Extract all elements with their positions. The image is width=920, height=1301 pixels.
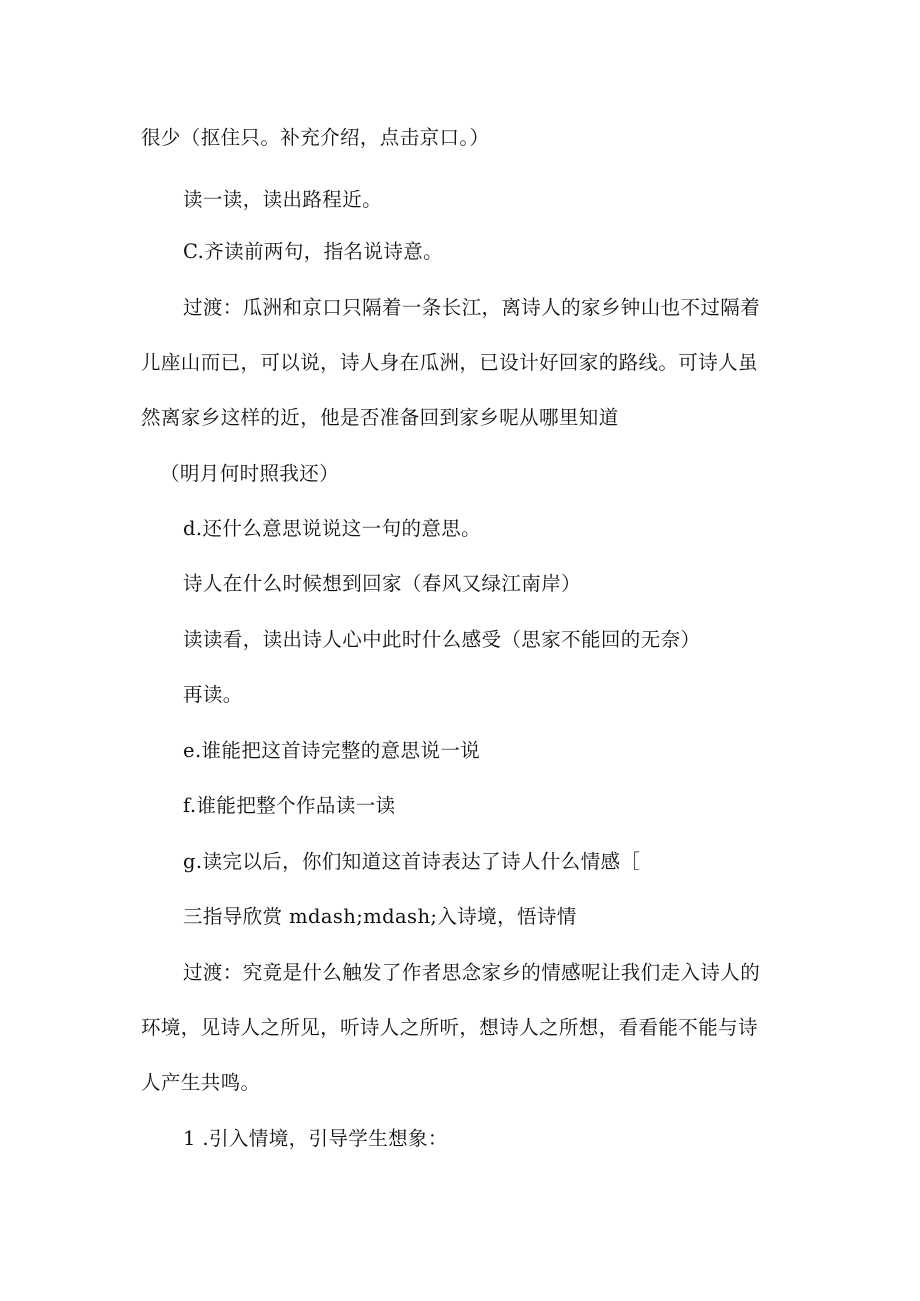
text-line: e.谁能把这首诗完整的意思说一说: [183, 739, 481, 762]
text-line: 读读看，读出诗人心中此时什么感受（思家不能回的无奈）: [183, 628, 701, 651]
text-line: 过渡：究竟是什么触发了作者思念家乡的情感呢让我们走入诗人的: [183, 961, 761, 984]
text-line: 读一读，读出路程近。: [183, 188, 383, 211]
text-line: （明月何时照我还）: [160, 462, 340, 485]
text-line: 儿座山而已，可以说，诗人身在瓜洲，已设计好回家的路线。可诗人虽: [141, 351, 758, 374]
text-line: 人产生共鸣。: [141, 1071, 261, 1094]
text-line: 再读。: [183, 683, 243, 706]
text-line: 过渡：瓜洲和京口只隔着一条长江，离诗人的家乡钟山也不过隔着: [183, 296, 761, 319]
text-line: g.读完以后，你们知道这首诗表达了诗人什么情感［: [183, 850, 641, 873]
text-line: 1 .引入情境，引导学生想象：: [183, 1127, 448, 1150]
text-line: C.齐读前两句，指名说诗意。: [183, 240, 444, 263]
text-line: 三指导欣赏 mdash;mdash;入诗境，悟诗情: [183, 905, 577, 928]
text-line: f.谁能把整个作品读一读: [183, 794, 396, 817]
text-line: 诗人在什么时候想到回家（春风又绿江南岸）: [183, 572, 582, 595]
text-line: 环境，见诗人之所见，听诗人之所听，想诗人之所想，看看能不能与诗: [141, 1016, 758, 1039]
text-line: 然离家乡这样的近，他是否准备回到家乡呢从哪里知道: [141, 406, 619, 429]
text-line: 很少（抠住只。补充介绍，点击京口。）: [141, 126, 490, 149]
text-line: d.还什么意思说说这一句的意思。: [183, 517, 482, 540]
